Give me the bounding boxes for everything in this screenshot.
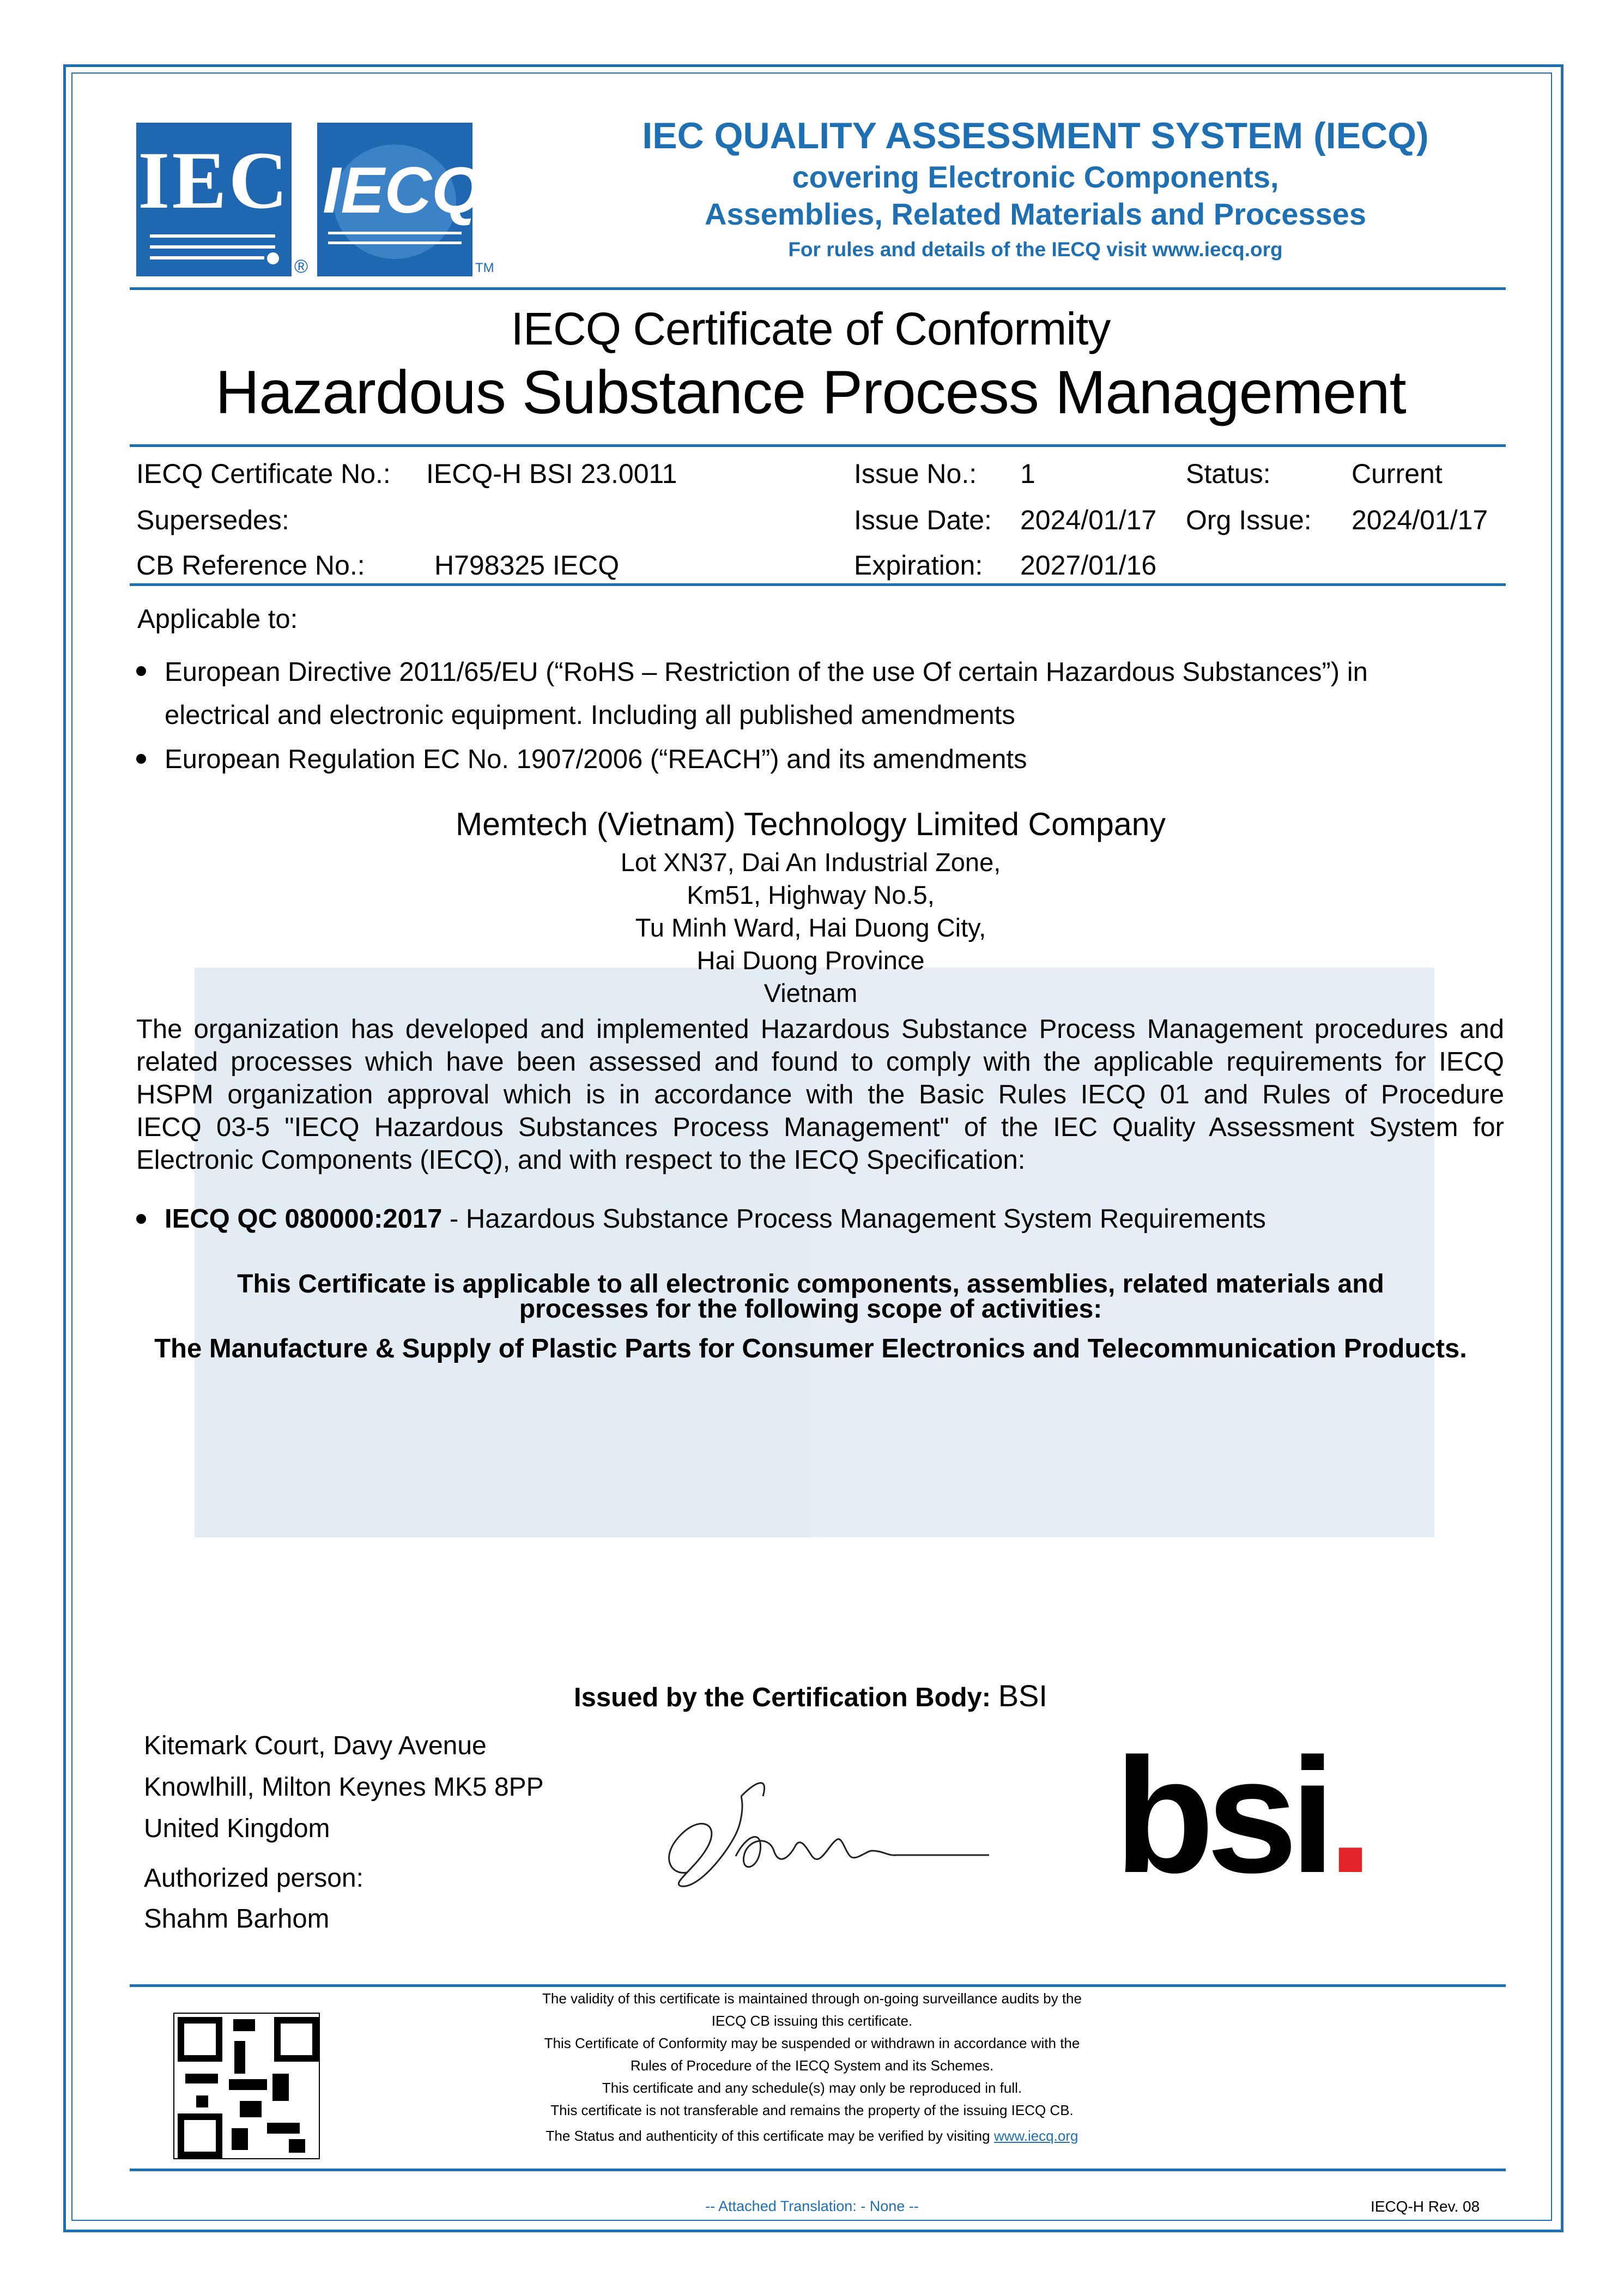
org-issue-label: Org Issue: xyxy=(1186,505,1312,535)
scope-line-2: processes for the following scope of activities: xyxy=(519,1295,1102,1324)
trademark-mark: TM xyxy=(475,261,494,275)
cb-ref-value: H798325 IECQ xyxy=(434,550,620,581)
issue-no-label: Issue No.: xyxy=(854,458,977,489)
cb-ref-label: CB Reference No.: xyxy=(136,550,365,581)
divider xyxy=(130,444,1506,447)
system-title: IEC QUALITY ASSESSMENT SYSTEM (IECQ) xyxy=(642,115,1429,156)
address-line: Tu Minh Ward, Hai Duong City, xyxy=(635,913,986,942)
covering-line-2: Assemblies, Related Materials and Processes xyxy=(705,197,1366,231)
issuer-address xyxy=(144,1725,544,1850)
verify-line xyxy=(480,2125,1144,2147)
iecq-logo xyxy=(317,123,483,276)
supersedes-label: Supersedes: xyxy=(136,505,289,535)
revision-label: IECQ-H Rev. 08 xyxy=(1371,2198,1480,2215)
expiration-label: Expiration: xyxy=(854,550,983,581)
qr-code[interactable] xyxy=(173,2013,320,2159)
divider xyxy=(130,1984,1506,1987)
status-label: Status: xyxy=(1186,458,1271,489)
spec-description: - Hazardous Substance Process Management System Requirements xyxy=(442,1204,1266,1234)
divider xyxy=(130,583,1506,586)
cert-no-value: IECQ-H BSI 23.0011 xyxy=(426,458,677,489)
footer-line: This Certificate of Conformity may be suspended or withdrawn in accordance with the xyxy=(544,2035,1080,2051)
address-line: Vietnam xyxy=(763,979,858,1007)
applicable-item-1-line-2: electrical and electronic equipment. Including all published amendments xyxy=(165,700,1015,730)
iecq-logo-text: IECQ xyxy=(323,154,483,227)
status-value: Current xyxy=(1352,458,1443,489)
bullet-icon xyxy=(136,1214,146,1224)
iec-logo-dot xyxy=(267,252,279,264)
authorized-person-label: Authorized person: xyxy=(144,1864,363,1893)
address-line: Hai Duong Province xyxy=(696,946,925,975)
scope-line-1: This Certificate is applicable to all electronic components, assemblies, related materials and xyxy=(237,1270,1384,1299)
applicable-heading: Applicable to: xyxy=(137,605,298,634)
applicable-item-2: European Regulation EC No. 1907/2006 (“REACH”) and its amendments xyxy=(165,745,1027,774)
verify-text: The Status and authenticity of this certificate may be verified by visiting xyxy=(546,2128,994,2144)
issue-date-label: Issue Date: xyxy=(854,505,992,535)
bullet-icon xyxy=(136,666,146,676)
divider xyxy=(130,2169,1506,2171)
issuer-address-line: Knowlhill, Milton Keynes MK5 8PP xyxy=(144,1773,544,1802)
attached-translation: -- Attached Translation: - None -- xyxy=(705,2198,919,2214)
issued-by-value: BSI xyxy=(998,1678,1047,1713)
bsi-logo-dot: . xyxy=(1328,1724,1366,1907)
bsi-logo-text: bsi xyxy=(1114,1724,1328,1907)
cert-no-label: IECQ Certificate No.: xyxy=(136,458,391,489)
company-name: Memtech (Vietnam) Technology Limited Company xyxy=(456,806,1166,842)
certificate-title: IECQ Certificate of Conformity xyxy=(511,303,1111,354)
registered-mark: ® xyxy=(294,256,308,277)
statement-line: Electronic Components (IECQ), and with respect to the IECQ Specification: xyxy=(136,1145,1026,1175)
specification-item xyxy=(165,1204,1266,1234)
org-issue-value: 2024/01/17 xyxy=(1352,505,1488,535)
issue-no-value: 1 xyxy=(1020,458,1035,489)
issued-by-label: Issued by the Certification Body: xyxy=(574,1683,991,1712)
covering-line-1: covering Electronic Components, xyxy=(792,160,1279,194)
certificate-subtitle: Hazardous Substance Process Management xyxy=(215,358,1406,426)
bullet-icon xyxy=(136,754,146,764)
iec-logo-text: IEC xyxy=(138,135,290,226)
address-line: Lot XN37, Dai An Industrial Zone, xyxy=(620,848,1001,877)
footer-line: The validity of this certificate is maintained through on-going surveillance audits by the xyxy=(542,1990,1082,2007)
rules-line: For rules and details of the IECQ visit www.iecq.org xyxy=(788,238,1283,261)
divider xyxy=(130,287,1506,290)
statement-line: related processes which have been assessed and found to comply with the applicable requirements for IECQ xyxy=(136,1047,1504,1077)
issued-by xyxy=(71,1678,1550,1713)
issue-date-value: 2024/01/17 xyxy=(1020,505,1157,535)
expiration-value: 2027/01/16 xyxy=(1020,550,1157,581)
signature-image xyxy=(649,1774,997,1897)
address-line: Km51, Highway No.5, xyxy=(687,880,935,909)
issuer-address-line: Kitemark Court, Davy Avenue xyxy=(144,1731,487,1760)
iecq-website-link[interactable]: www.iecq.org xyxy=(993,2128,1078,2144)
iec-logo xyxy=(136,123,292,276)
statement-line: HSPM organization approval which is in accordance with the Basic Rules IECQ 01 and Rules of Procedure xyxy=(136,1080,1504,1109)
footer-line: IECQ CB issuing this certificate. xyxy=(711,2013,913,2029)
compliance-statement xyxy=(136,1013,1504,1176)
issuer-address-line: United Kingdom xyxy=(144,1814,330,1843)
scope-intro xyxy=(71,1272,1550,1322)
statement-line: IECQ 03-5 "IECQ Hazardous Substances Process Management" of the IEC Quality Assessment System for xyxy=(136,1113,1504,1142)
scope-activities: The Manufacture & Supply of Plastic Parts for Consumer Electronics and Telecommunication Products. xyxy=(154,1334,1467,1363)
statement-line: The organization has developed and implemented Hazardous Substance Process Management procedures and xyxy=(136,1014,1504,1044)
authorized-person-name: Shahm Barhom xyxy=(144,1904,330,1934)
company-address xyxy=(71,846,1550,1010)
spec-code: IECQ QC 080000:2017 xyxy=(165,1204,443,1234)
applicable-item-1-line-1: European Directive 2011/65/EU (“RoHS – Restriction of the use Of certain Hazardous Substances”) in xyxy=(165,657,1368,687)
validity-notice xyxy=(480,1988,1144,2147)
footer-line: This certificate is not transferable and remains the property of the issuing IECQ CB. xyxy=(550,2102,1074,2118)
bsi-logo xyxy=(1114,1724,1366,1907)
footer-line: Rules of Procedure of the IECQ System and its Schemes. xyxy=(630,2057,994,2074)
footer-line: This certificate and any schedule(s) may only be reproduced in full. xyxy=(602,2080,1022,2096)
